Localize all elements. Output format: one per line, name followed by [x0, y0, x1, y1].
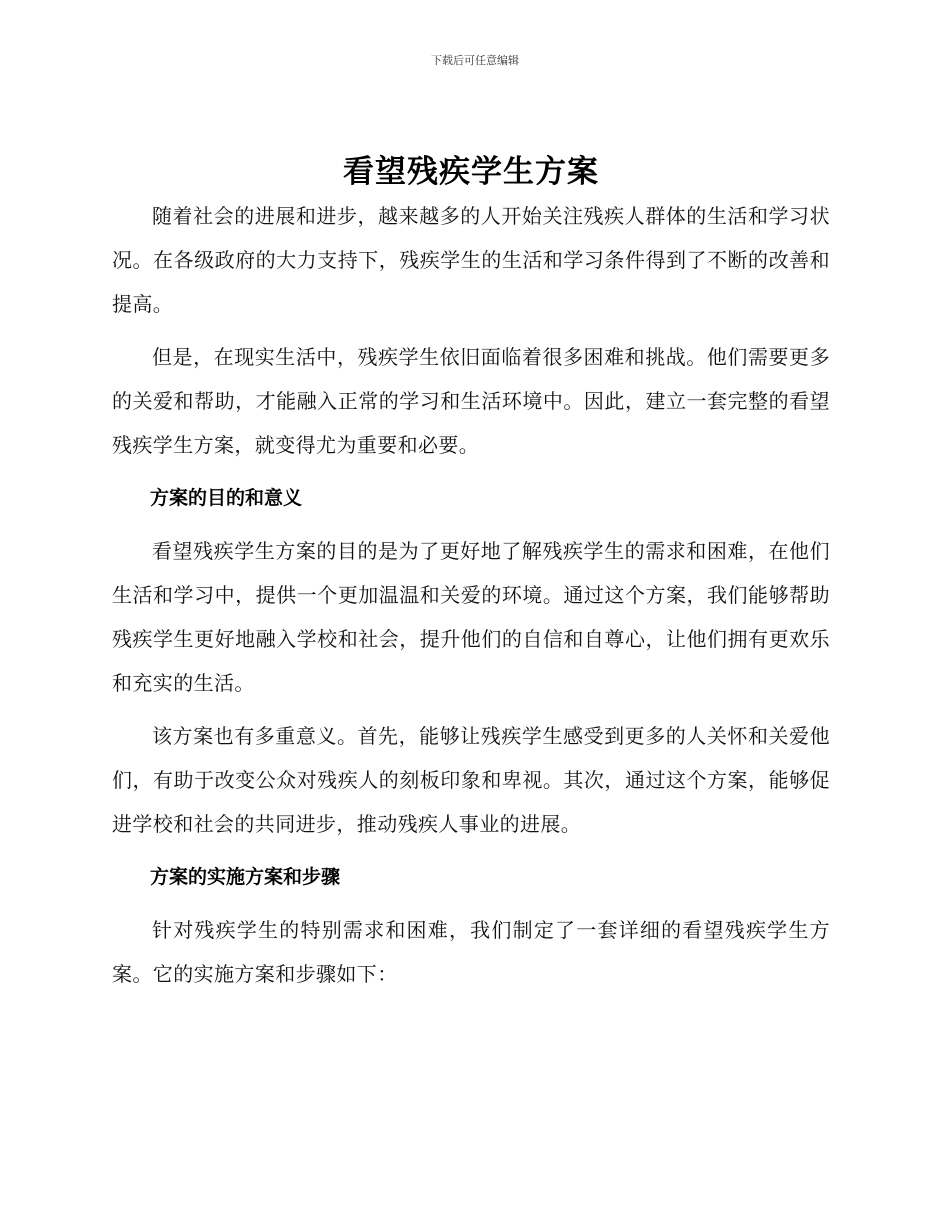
section-heading-purpose: 方案的目的和意义 [150, 487, 303, 509]
paragraph-purpose-1: 看望残疾学生方案的目的是为了更好地了解残疾学生的需求和困难，在他们生活和学习中，提供一个更加温温和关爱的环境。通过这个方案，我们能够帮助残疾学生更好地融入学校和社会，提升他们的自信和自尊心，让他们拥有更欢乐和充实的生活。 [112, 539, 830, 695]
paragraph-implementation-1: 针对残疾学生的特别需求和困难，我们制定了一套详细的看望残疾学生方案。它的实施方案和步骤如下： [112, 918, 830, 986]
page-header: 下载后可任意编辑 [431, 54, 519, 67]
document-body [112, 150, 830, 1005]
paragraph-intro-2: 但是，在现实生活中，残疾学生依旧面临着很多困难和挑战。他们需要更多的关爱和帮助，才能融入正常的学习和生活环境中。因此，建立一套完整的看望残疾学生方案，就变得尤为重要和必要。 [112, 345, 830, 457]
paragraph-purpose-2: 该方案也有多重意义。首先，能够让残疾学生感受到更多的人关怀和关爱他们，有助于改变公众对残疾人的刻板印象和卑视。其次，通过这个方案，能够促进学校和社会的共同进步，推动残疾人事业的进展。 [112, 724, 830, 836]
paragraph-intro-1: 随着社会的进展和进步，越来越多的人开始关注残疾人群体的生活和学习状况。在各级政府的大力支持下，残疾学生的生活和学习条件得到了不断的改善和提高。 [112, 204, 830, 316]
section-heading-implementation: 方案的实施方案和步骤 [150, 866, 341, 888]
document-title: 看望残疾学生方案 [343, 154, 599, 190]
